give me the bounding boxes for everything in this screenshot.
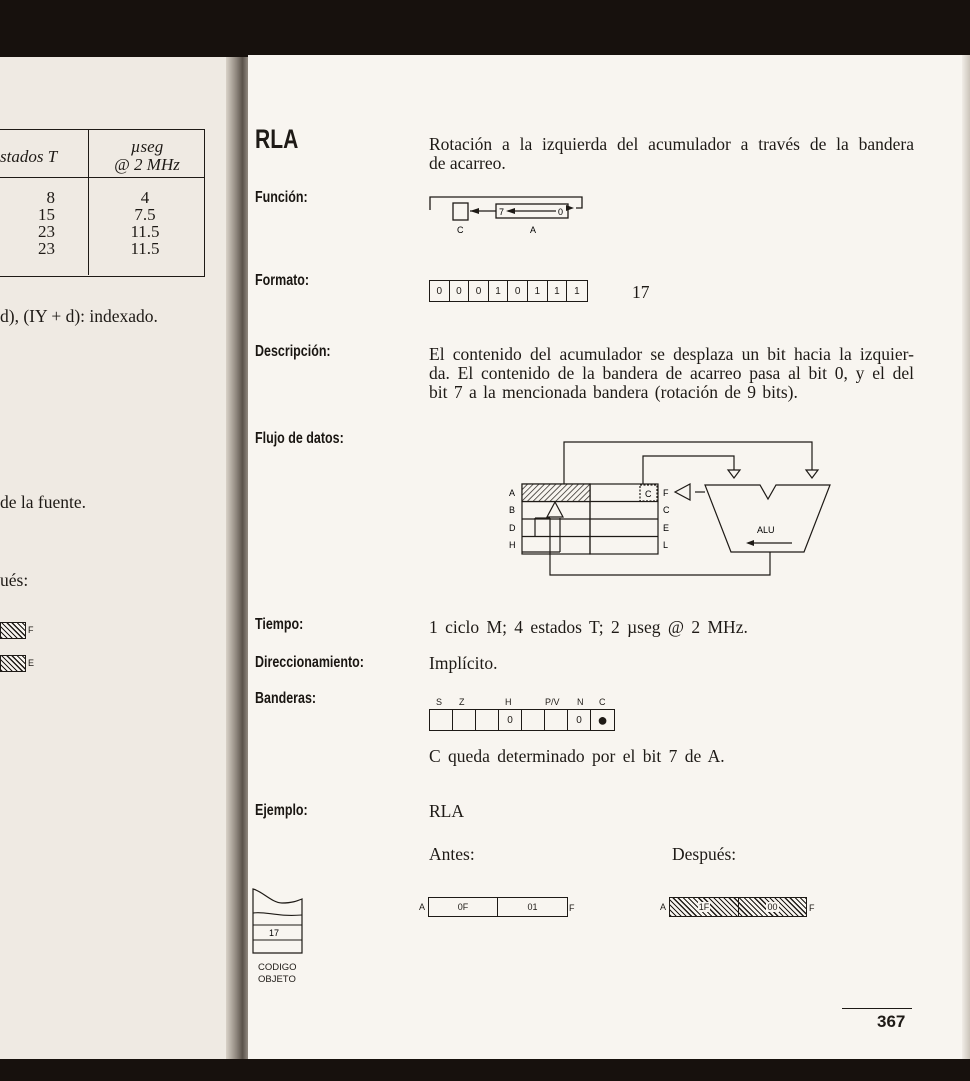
bus-alu-output: [550, 518, 770, 575]
description-line2: da. El contenido de la bandera de acarreo pasa al bit 0, y el del: [429, 363, 914, 383]
instruction-title-line1: Rotación a la izquierda del acumulador a través de la bandera: [429, 134, 914, 154]
arrow-head-carry: [470, 208, 479, 214]
reg-label-f: F: [663, 488, 669, 498]
flag-cell: [476, 710, 499, 730]
timing-text: 1 ciclo M; 4 estados T; 2 µseg @ 2 MHz.: [429, 617, 748, 637]
bit-cell: 0: [469, 281, 489, 301]
after-f-cell: [739, 898, 806, 916]
before-a-value: 0F: [429, 898, 498, 916]
bit-cell: 1: [574, 285, 580, 297]
bit-high-label: 7: [499, 207, 505, 217]
flag-name: Z: [459, 697, 465, 707]
flag-cell: [522, 710, 545, 730]
reg-label-a: A: [509, 488, 516, 498]
bit-cell: 1: [548, 281, 568, 301]
flag-name: H: [505, 697, 512, 707]
left-text-fuente: de la fuente.: [0, 492, 86, 512]
table-header-mhz: @ 2 MHz: [114, 155, 180, 174]
arrow-head-into-a: [547, 502, 563, 517]
arrow-head-into-bit0: [566, 205, 574, 211]
page-number-rule: [842, 1008, 912, 1009]
bit-cell: 1: [528, 281, 548, 301]
table-cell: 8: [46, 188, 55, 207]
description-line1: El contenido del acumulador se desplaza un bit hacia la izquier-: [429, 344, 914, 364]
object-code-label-2: OBJETO: [258, 974, 296, 985]
reg-label-e: E: [663, 523, 670, 533]
label-formato: Formato:: [255, 272, 310, 289]
arrow-head-acc: [506, 208, 515, 214]
reg-label-l: L: [663, 540, 669, 550]
after-register-pair: [669, 897, 807, 917]
before-reg-a-label: A: [419, 902, 426, 912]
reg-label-c: C: [663, 505, 670, 515]
left-text-indexado: d), (IY + d): indexado.: [0, 306, 158, 326]
carry-label: C: [457, 225, 464, 235]
table-cell: 11.5: [130, 239, 160, 258]
register-a-hatched: [522, 484, 590, 502]
flag-cell: 0: [499, 710, 522, 730]
table-cell: 15: [38, 205, 55, 224]
arrow-head-into-alu-right: [806, 470, 818, 478]
flag-name: P/V: [545, 697, 560, 707]
page-edge: [962, 55, 970, 1059]
left-flag-e: E: [28, 658, 35, 668]
left-register-hatched-2: [0, 655, 26, 672]
flags-note: C queda determinado por el bit 7 de A.: [429, 746, 725, 766]
description-line3: bit 7 a la mencionada bandera (rotación de 9 bits).: [429, 382, 798, 402]
alu-shape: [705, 485, 830, 552]
label-tiempo: Tiempo:: [255, 616, 304, 633]
arrow-head-into-alu-left: [728, 470, 740, 478]
table-cell: 11.5: [130, 222, 160, 241]
left-flag-f: F: [28, 625, 34, 635]
example-before-label: Antes:: [429, 844, 475, 864]
table-col-estados: [0, 189, 55, 257]
bit-cell: 0: [430, 281, 450, 301]
bit-cell: 1: [489, 281, 509, 301]
table-cell: 7.5: [134, 205, 156, 224]
addressing-text: Implícito.: [429, 653, 498, 673]
reg-label-d: D: [509, 523, 516, 533]
left-register-hatched: [0, 622, 26, 639]
bit-cell: 0: [450, 281, 470, 301]
arrow-head-into-flag: [675, 484, 690, 500]
flag-cell: [545, 710, 568, 730]
label-banderas: Banderas:: [255, 690, 317, 707]
carry-box: [453, 203, 468, 220]
after-f-value: 00: [767, 902, 778, 912]
example-after-label: Después:: [672, 844, 737, 864]
table-cell: 23: [38, 239, 55, 258]
after-a-value: 1F: [698, 902, 710, 912]
opcode-hex: 17: [632, 282, 650, 302]
bit-cell: 0: [508, 281, 528, 301]
before-register-pair: [428, 897, 568, 917]
flag-cell: [430, 710, 453, 730]
label-direccionamiento: Direccionamiento:: [255, 654, 364, 671]
instruction-title-line2: de acarreo.: [429, 153, 506, 173]
example-mnemonic: RLA: [429, 801, 464, 821]
after-reg-f-label: F: [809, 903, 815, 913]
bus-to-alu-right: [564, 442, 812, 484]
object-code-label-1: CODIGO: [258, 962, 297, 973]
reg-label-b: B: [509, 505, 516, 515]
flag-cell: [453, 710, 476, 730]
flag-name: N: [577, 697, 584, 707]
table-header-estados: stados T: [0, 147, 58, 166]
bus-to-alu-left: [643, 456, 734, 484]
before-reg-f-label: F: [569, 903, 575, 913]
flag-names: [429, 697, 613, 709]
flag-name: S: [436, 697, 443, 707]
object-code-value: 17: [269, 928, 280, 938]
label-ejemplo: Ejemplo:: [255, 802, 308, 819]
flag-name: C: [599, 697, 606, 707]
alu-arrow-head: [746, 540, 754, 546]
table-divider: [0, 177, 204, 178]
label-flujo-datos: Flujo de datos:: [255, 430, 344, 447]
label-funcion: Función:: [255, 189, 308, 206]
table-col-useg: [90, 189, 200, 257]
after-a-cell: [670, 898, 739, 916]
instruction-mnemonic: RLA: [255, 124, 299, 154]
data-flow-diagram: [500, 432, 840, 582]
label-descripcion: Descripción:: [255, 343, 331, 360]
opcode-bits: [429, 280, 588, 302]
table-column-divider: [88, 129, 89, 275]
flag-cell-carry: ●: [597, 709, 608, 730]
carry-flag-label: C: [645, 489, 652, 499]
page-number: 367: [877, 1012, 906, 1031]
table-cell: 4: [140, 188, 150, 207]
table-header-useg: µseg: [130, 137, 164, 156]
before-f-value: 01: [527, 902, 538, 912]
reg-label-h: H: [509, 540, 516, 550]
flag-cell: 0: [568, 710, 591, 730]
bit-low-label: 0: [558, 207, 564, 217]
alu-label: ALU: [757, 525, 775, 535]
flags-register: [429, 709, 615, 731]
left-text-despues: ués:: [0, 570, 29, 590]
accumulator-label: A: [530, 225, 537, 235]
object-code-icon: [252, 887, 306, 957]
function-diagram: [426, 190, 596, 238]
table-cell: 23: [38, 222, 55, 241]
left-page: [0, 57, 232, 1059]
after-reg-a-label: A: [660, 902, 667, 912]
